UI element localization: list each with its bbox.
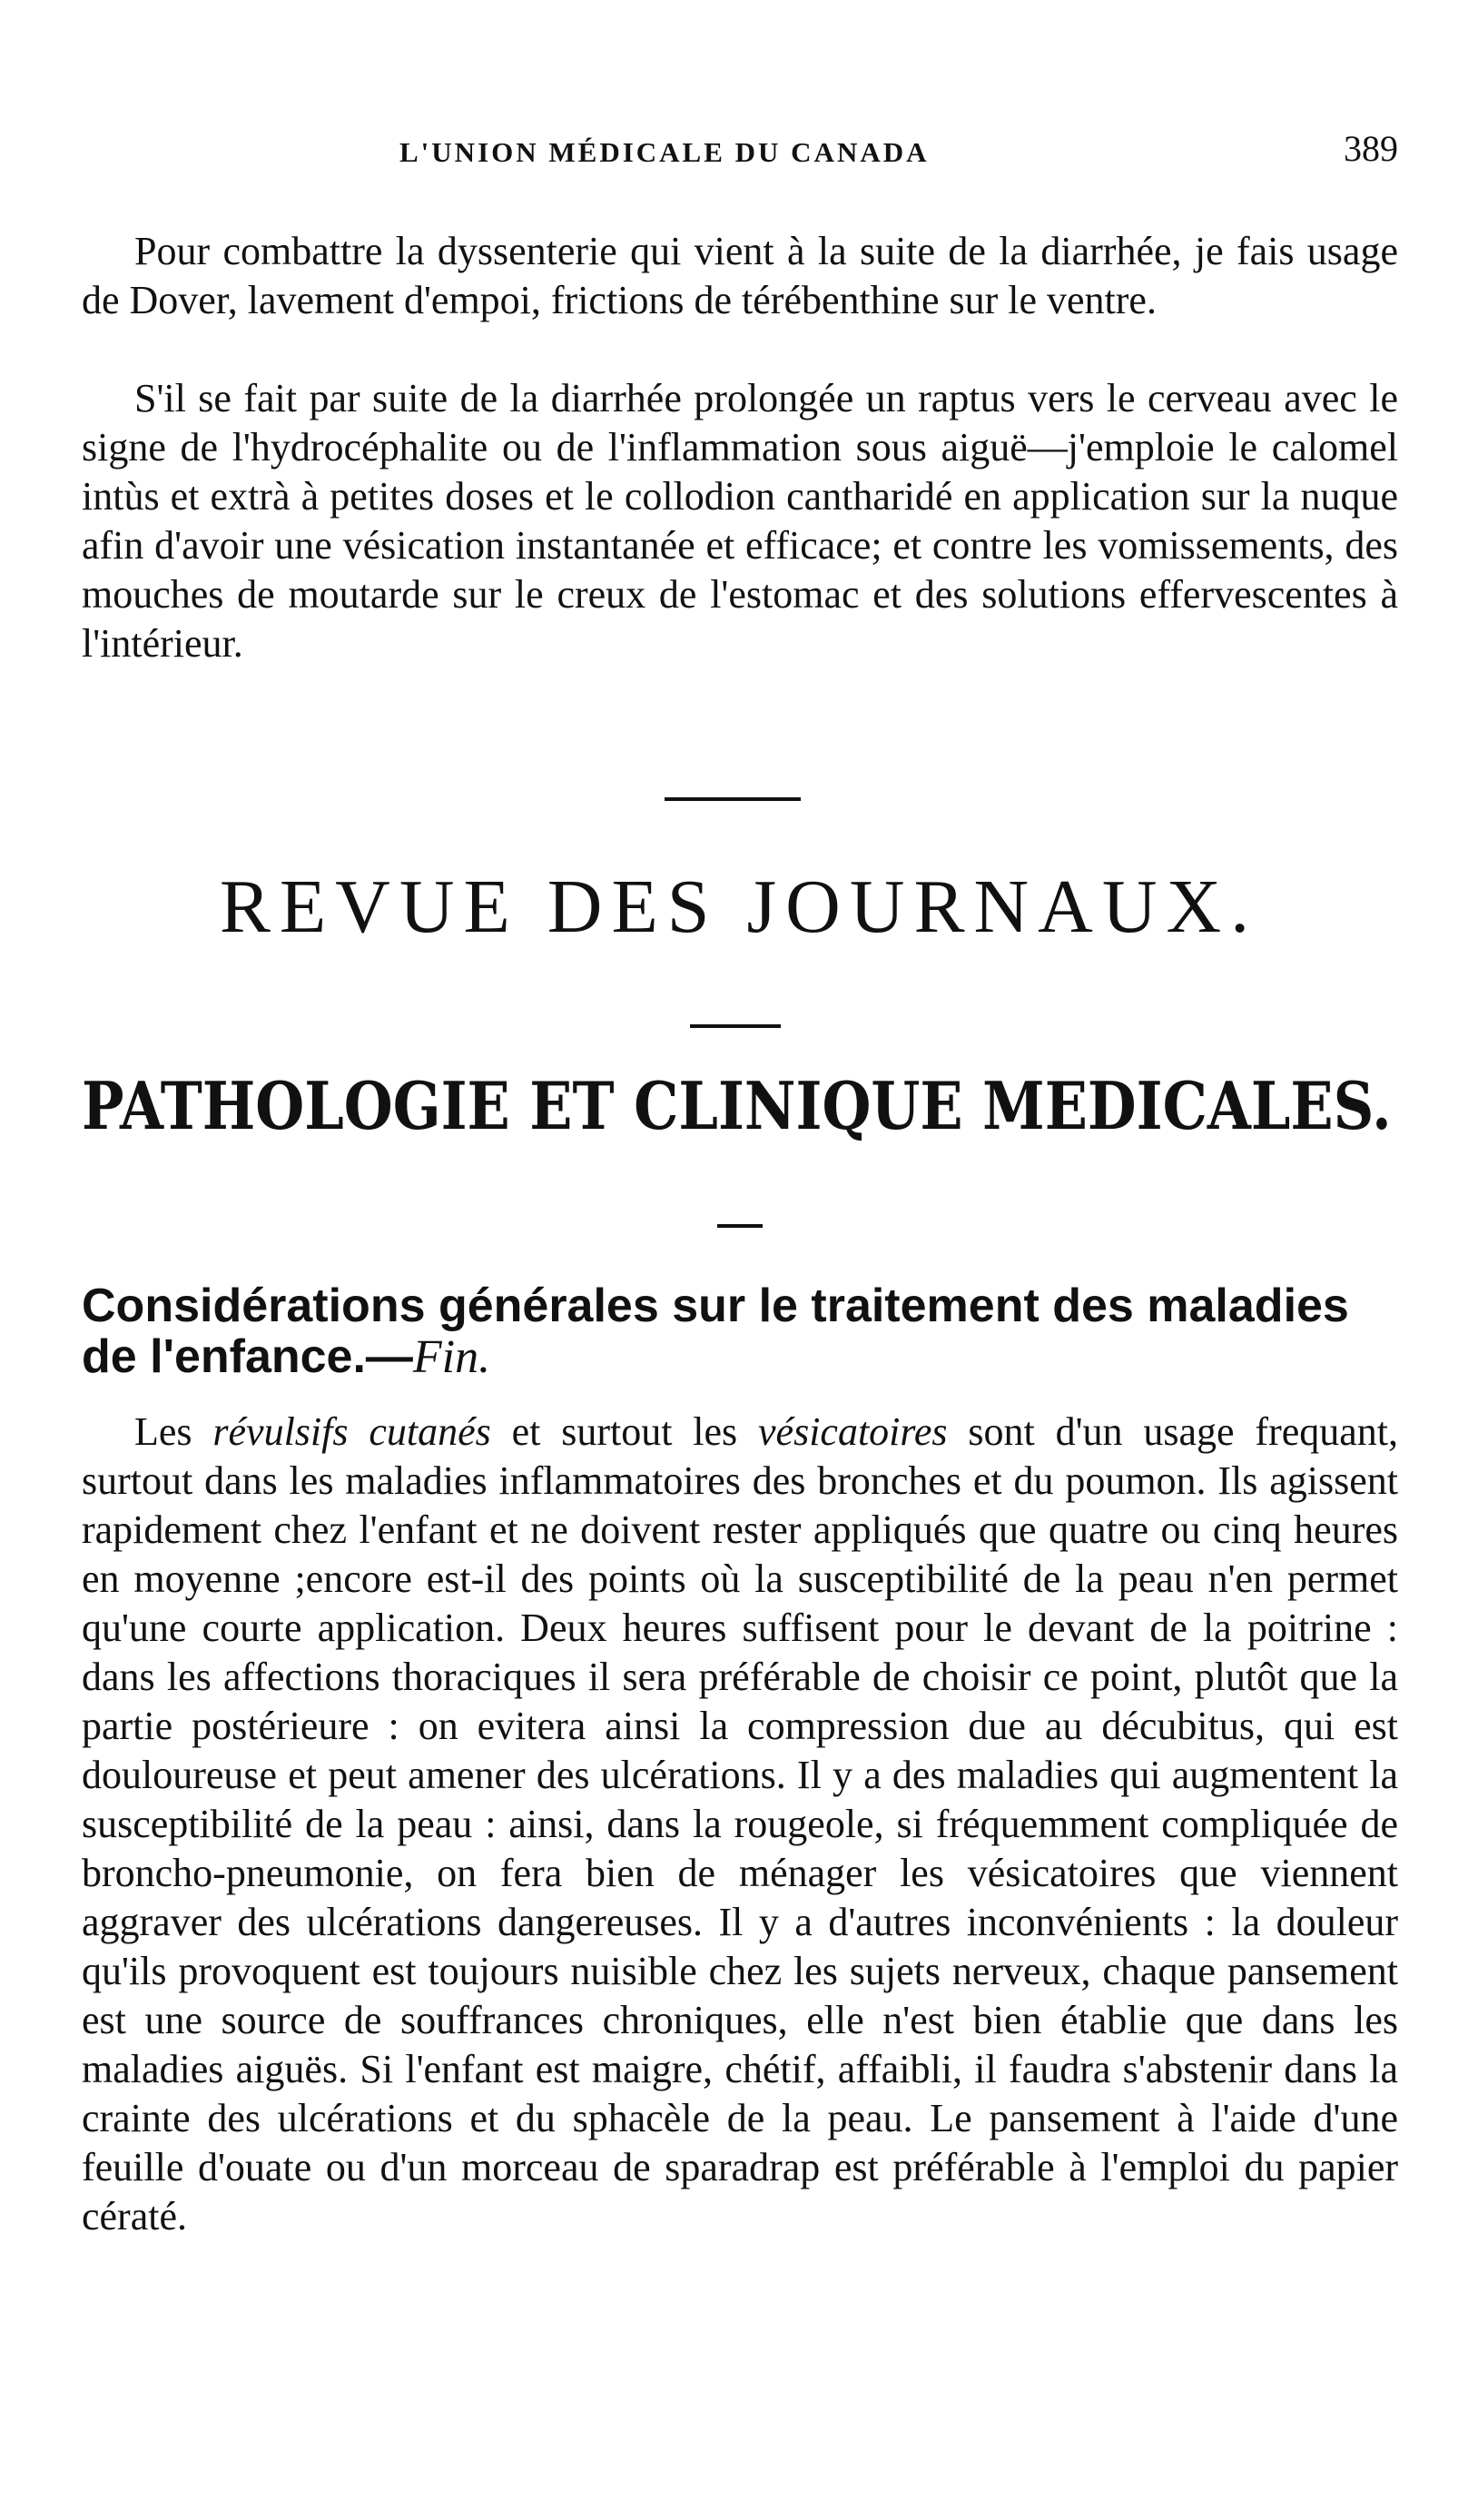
article-title-text: Considérations générales sur le traitement des maladies de l'enfance.— [82, 1280, 1349, 1383]
article-body [82, 1408, 1398, 2241]
article-body-emphasis-vesicatoires: vésicatoires [758, 1409, 948, 1454]
subsection-title: PATHOLOGIE ET CLINIQUE MEDICALES. [82, 1067, 1392, 1144]
page-number: 389 [1344, 128, 1398, 169]
article-body-emphasis-revulsifs: révulsifs cutanés [212, 1409, 491, 1454]
paragraph-dysentery: Pour combattre la dyssenterie qui vient à la suite de la diarrhée, je fais usage de Dover, lavement d'empoi, frictions de térébenthine sur le ventre. [82, 229, 1398, 322]
divider-rule [690, 1024, 781, 1028]
running-title: L'UNION MÉDICALE DU CANADA [399, 136, 930, 168]
section-title: REVUE DES JOURNAUX. [219, 865, 1259, 949]
article-title-suffix: Fin. [412, 1331, 491, 1383]
divider-rule [665, 797, 801, 801]
article-body-rest: sont d'un usage frequant, surtout dans les maladies inflammatoires des bronches et du poumon. Ils agissent rapidement chez l'enfant et ne doivent rester appliqués que quatre ou cinq heures en moyenne ;encore est-il des points où la susceptibilité de la peau n'en permet qu'une courte application. Deux heures suffisent pour le devant de la poitrine : dans les affections thoraciques il sera préférable de choisir ce point, plutôt que la partie postérieure : on evitera ainsi la compression due au décubitus, qui est douloureuse et peut amener des ulcérations. Il y a des maladies qui augmentent la susceptibilité de la peau : ainsi, dans la rougeole, si fréquemment compliquée de broncho-pneumonie, on fera bien de ménager les vésicatoires que viennent aggraver des ulcérations dangereuses. Il y a d'autres inconvénients : la douleur qu'ils provoquent est toujours nuisible chez les sujets nerveux, chaque pansement est une source de souffrances chroniques, elle n'est bien établie que dans les maladies aiguës. Si l'enfant est maigre, chétif, affaibli, il faudra s'abstenir dans la crainte des ulcérations et du sphacèle de la peau. Le pansement à l'aide d'une feuille d'ouate ou d'un morceau de sparadrap est préférable à l'emploi du papier cératé. [82, 1409, 1398, 2238]
paragraph-diarrhea-treatment: S'il se fait par suite de la diarrhée prolongée un raptus vers le cerveau avec le signe de l'hydrocéphalite ou de l'inflammation sous aiguë—j'emploie le calomel intùs et extrà à petites doses et le collodion cantharidé en application sur la nuque afin d'avoir une vésication instantanée et efficace; et contre les vomissements, des mouches de moutarde sur le creux de l'estomac et des solutions effervescentes à l'intérieur. [82, 376, 1398, 666]
article-body-mid: et surtout les [490, 1409, 759, 1454]
divider-rule [717, 1224, 763, 1228]
article-title [82, 1280, 1398, 1383]
article-body-start: Les [134, 1409, 213, 1454]
